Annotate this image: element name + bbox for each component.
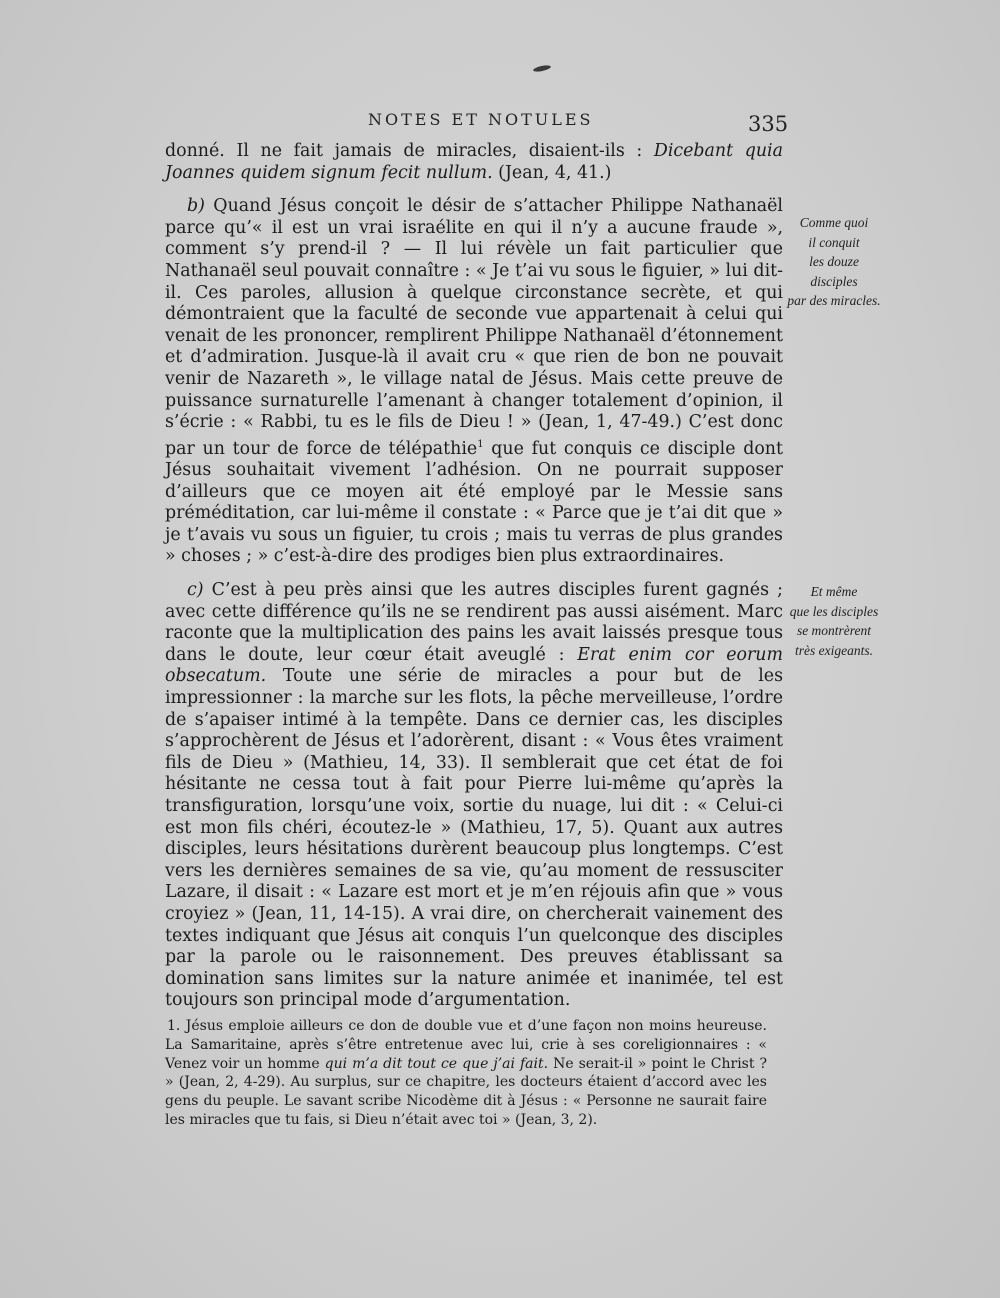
footnote-1	[165, 1017, 767, 1130]
paragraph-label: c)	[187, 580, 204, 601]
footnote-number: 1.	[167, 1018, 181, 1034]
paragraph-text: que fut conquis ce disciple dont Jésus souhaitait vivement l’adhésion. On ne pourrait supposer d’ailleurs que ce moyen ait été employé par le Messie sans préméditation, car lui-même il constate : « Parce que je t’ai dit que » je t’avais vu sous un figuier, tu crois ; mais tu verras de plus grandes » choses ; » c’est-à-dire des prodiges bien plus extraordinaires.	[165, 438, 783, 567]
footnote-text: Ne serait-il » point le Christ ? » (Jean, 2, 4-29). Au surplus, sur ce chapitre, les docteurs étaient d’accord avec les gens du peuple. Le savant scribe Nicodème dit à Jésus : « Personne ne saurait faire les miracles que tu fais, si Dieu n’était avec toi » (Jean, 3, 2).	[165, 1055, 767, 1128]
body-text	[165, 141, 783, 1012]
margin-note-line: Et même	[810, 584, 858, 599]
paragraph-text: Toute une série de miracles a pour but de les impressionner : la marche sur les flots, la pêche merveilleuse, l’ordre de s’apaiser intimé à la tempête. Dans ce dernier cas, les disciples s’approchèrent de Jésus et l’adorèrent, disant : « Vous êtes vraiment fils de Dieu » (Mathieu, 14, 33). Il semblerait que cet état de foi hésitante ne cessa tout à fait pour Pierre lui-même qu’après la transfiguration, lorsqu’une voix, sortie du nuage, lui dit : « Celui-ci est mon fils chéri, écoutez-le » (Mathieu, 17, 5). Quant aux autres disciples, leurs hésitations durèrent beaucoup plus longtemps. C’est vers les dernières semaines de sa vie, qu’au moment de ressusciter Lazare, il disait : « Lazare est mort et je m’en réjouis afin que » vous croyiez » (Jean, 11, 14-15). A vrai dire, on chercherait vainement des textes indiquant que Jésus ait conquis l’un quelconque des disciples par la parole ou le raisonnement. Des preuves établissant sa domination sans limites sur la nature animée et inanimée, tel est toujours son principal mode d’argumentation.	[165, 666, 783, 1011]
paragraph-b	[165, 196, 783, 568]
latin-quote: Erat enim cor eorum obsecatum.	[165, 644, 783, 687]
margin-note-line: les douze disciples	[809, 254, 859, 289]
continuation-paragraph	[165, 141, 783, 184]
margin-note-exigent	[784, 582, 884, 660]
margin-note-line: il conquit	[808, 234, 860, 250]
margin-note-line: très exigeants.	[795, 642, 873, 658]
margin-note-line: se montrèrent	[796, 623, 872, 638]
footnote-reference: 1	[477, 438, 484, 450]
paragraph-text: Quand Jésus conçoit le désir de s’attacher Philippe Nathanaël parce qu’« il est un vrai israélite en qui il n’y a aucune fraude », comment s’y prend-il ? — Il lui révèle un fait particulier que Nathanaël seul pouvait connaître : « Je t’ai vu sous le figuier, » lui dit-il. Ces paroles, allusion à quelque circonstance secrète, et qui démontraient que la faculté de seconde vue appartenait à celui qui venait de les prononcer, remplirent Philippe Nathanaël d’étonnement et d’admiration. Jusque-là il avait cru « que rien de bon ne pouvait venir de Nazareth », le village natal de Jésus. Mais cette preuve de puissance surnaturelle l’amenant à changer totalement d’opinion, il s’écrie : « Rabbi, tu es le fils de Dieu ! » (Jean, 1, 47-49.) C’est donc par un tour de force de télépathie	[165, 196, 783, 459]
margin-note-line: Comme quoi	[799, 215, 869, 230]
ink-mark	[533, 64, 552, 73]
continuation-text: donné. Il ne fait jamais de miracles, disaient-ils :	[165, 141, 654, 161]
running-head: NOTES ET NOTULES	[368, 110, 594, 129]
latin-quote: Dicebant quia Joannes quidem signum fecit nullum.	[165, 141, 783, 183]
margin-note-line: que les disciples	[789, 603, 879, 619]
footnote-quote: qui m’a dit tout ce que j’ai fait.	[324, 1055, 549, 1072]
paragraph-label: b)	[187, 196, 205, 217]
footnotes	[165, 1017, 767, 1130]
page-number: 335	[748, 112, 789, 136]
paragraph-c	[165, 580, 783, 1012]
margin-note-conquest	[784, 213, 884, 311]
footnote-text: Jésus emploie ailleurs ce don de double vue et d’une façon non moins heureuse. La Samaritaine, après s’être entretenue avec lui, crie à ses coreligionnaires : « Venez voir un homme	[165, 1018, 767, 1072]
paragraph-text: C’est à peu près ainsi que les autres disciples furent gagnés ; avec cette différence qu’ils ne se rendirent pas aussi aisément. Marc raconte que la multiplication des pains les avait laissés presque tous dans le doute, leur cœur était aveuglé :	[165, 580, 783, 665]
margin-note-line: par des miracles.	[787, 293, 881, 308]
continuation-citation: (Jean, 4, 41.)	[492, 162, 612, 183]
